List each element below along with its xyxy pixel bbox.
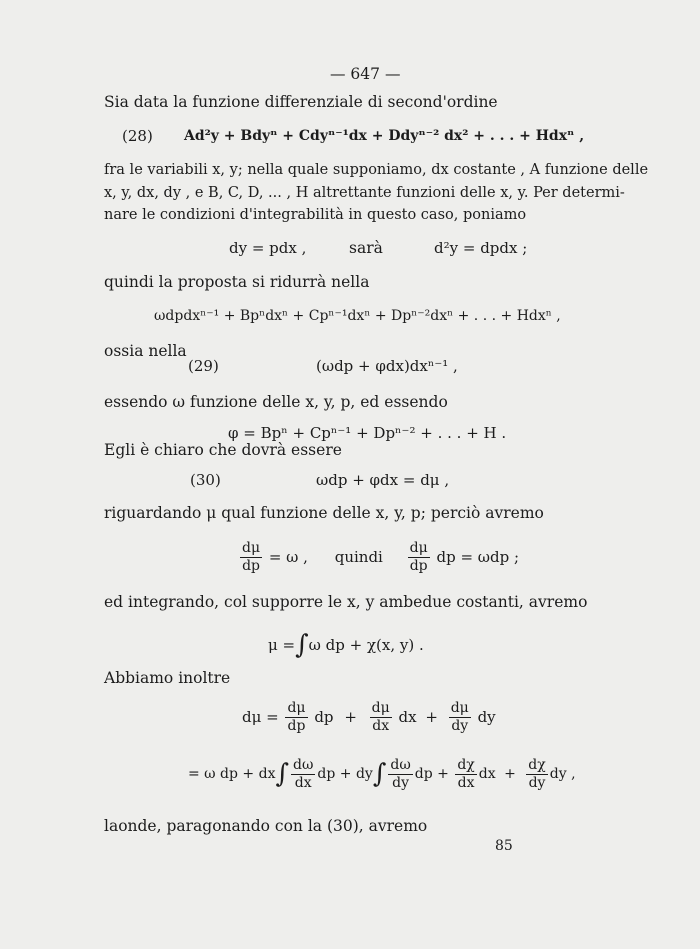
expanded-equation: = ω dp + dx∫ $\frac{d\omega}{dx}$ dp + dy∫ $\frac{d\omega}{dy}$ dp + $\frac{d\chi}{dx}$ dx + $\frac{d\chi}{dy}$ dy , [188, 756, 576, 791]
page-header: — 647 — [330, 65, 401, 83]
fraction-equation-row [238, 538, 519, 575]
fraction-domega-dy: $\frac{d\omega}{dy}$ [390, 756, 411, 791]
equation-28: Ad²y + Bdyⁿ + Cdyⁿ⁻¹dx + Ddyⁿ⁻² dx² + . . . + Hdxⁿ , [184, 128, 585, 144]
fraction-dchi-dy: $\frac{d\chi}{dy}$ [528, 756, 546, 791]
substitution-dy: dy = pdx , [229, 239, 307, 257]
intro-line: Sia data la funzione differenziale di second'ordine [104, 93, 498, 111]
equation-reduced: ωdpdxⁿ⁻¹ + Bpⁿdxⁿ + Cpⁿ⁻¹dxⁿ + Dpⁿ⁻²dxⁿ + . . . + Hdxⁿ , [154, 308, 561, 324]
paragraph-line: x, y, dx, dy , e B, C, D, ... , H altrettante funzioni delle x, y. Per determi- [104, 185, 625, 201]
abbiamo-line: Abbiamo inoltre [104, 669, 231, 687]
eq-omega: = ω , [268, 548, 308, 566]
equation-30-label: (30) [190, 471, 221, 489]
fraction-dmu-dy: $\frac{d\mu}{dy}$ [450, 699, 469, 734]
integral-icon: ∫ [372, 759, 387, 789]
total-differential-equation: dμ = $\frac{d\mu}{dp}$ dp + $\frac{d\mu}{dx}$ dx + $\frac{d\mu}{dy}$ dy [242, 699, 496, 734]
equation-29-label: (29) [188, 357, 219, 375]
fraction-dmu-dx: $\frac{d\mu}{dx}$ [371, 699, 390, 734]
laonde-line: laonde, paragonando con la (30), avremo [104, 817, 428, 835]
phi-definition: φ = Bpⁿ + Cpⁿ⁻¹ + Dpⁿ⁻² + . . . + H . [228, 424, 507, 442]
quindi-line: quindi la proposta si ridurrà nella [104, 273, 370, 291]
equation-29: (ωdp + φdx)dxⁿ⁻¹ , [316, 357, 458, 375]
essendo-line: essendo ω funzione delle x, y, p, ed essendo [104, 393, 448, 411]
fraction-dmu-dp-3: $\frac{d\mu}{dp}$ [287, 699, 306, 734]
equation-30: ωdp + φdx = dμ , [316, 471, 450, 489]
mu-integral-equation: μ =∫ω dp + χ(x, y) . [268, 630, 424, 660]
fraction-dchi-dx: $\frac{d\chi}{dx}$ [457, 756, 475, 791]
fraction-dmu-dp-2: $\frac{d\mu}{dp}$ [409, 539, 428, 574]
riguardando-line: riguardando μ qual funzione delle x, y, p; perciò avremo [104, 504, 544, 522]
ossia-line: ossia nella [104, 342, 187, 360]
substitution-sara: sarà [349, 239, 383, 257]
fraction-domega-dx: $\frac{d\omega}{dx}$ [293, 756, 314, 791]
equation-28-label: (28) [122, 127, 153, 145]
eq-omega-dp: dp = ωdp ; [436, 548, 520, 566]
quindi-word: quindi [334, 548, 383, 566]
integral-icon: ∫ [295, 630, 309, 660]
egli-line: Egli è chiaro che dovrà essere [104, 441, 342, 459]
substitution-d2y: d²y = dpdx ; [434, 239, 528, 257]
paragraph-line: fra le variabili x, y; nella quale supponiamo, dx costante , A funzione delle [104, 162, 649, 178]
fraction-dmu-dp: $\frac{d\mu}{dp}$ [242, 539, 261, 574]
integrando-line: ed integrando, col supporre le x, y ambedue costanti, avremo [104, 593, 588, 611]
footer-page-number: 85 [495, 838, 513, 854]
integral-icon: ∫ [275, 759, 290, 789]
paragraph-line: nare le condizioni d'integrabilità in questo caso, poniamo [104, 207, 527, 223]
